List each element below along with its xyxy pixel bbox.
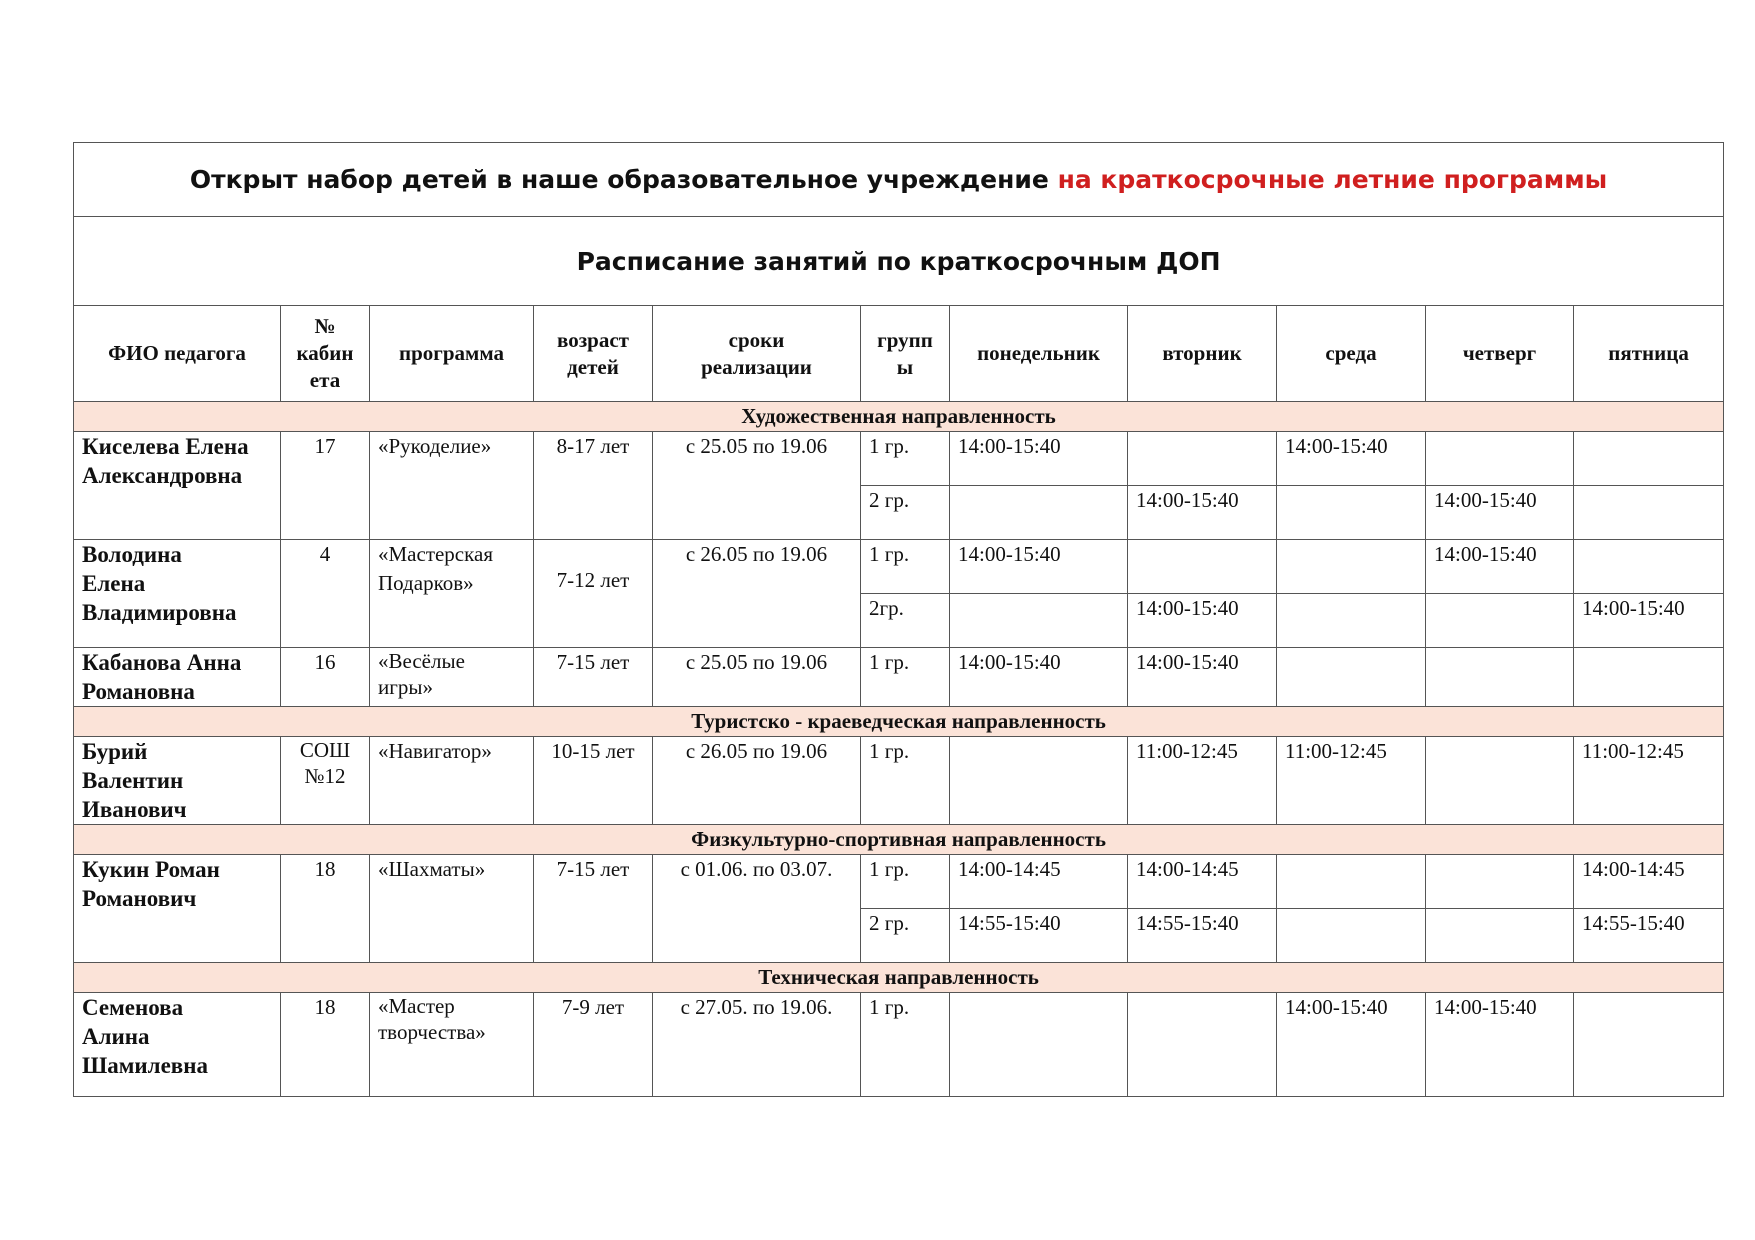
program-name: «Шахматы» [370,855,534,963]
page-title [74,143,1724,217]
date-range: с 25.05 по 19.06 [653,648,861,707]
time-tuesday [1128,432,1277,486]
col-header-room-line: ета [309,368,341,392]
time-thursday [1426,909,1574,963]
teacher-name-line: Володина [82,542,182,567]
col-header-room [281,306,370,402]
program-name [370,993,534,1097]
title-red-part: на краткосрочные летние программы [1057,165,1608,194]
time-friday [1574,993,1724,1097]
room-number: 17 [281,432,370,540]
date-range: с 26.05 по 19.06 [653,540,861,648]
program-name: «Рукоделие» [370,432,534,540]
time-thursday [1426,594,1574,648]
time-tuesday [1128,540,1277,594]
time-monday [950,594,1128,648]
time-friday: 14:55-15:40 [1574,909,1724,963]
group-name: 2 гр. [861,909,950,963]
program-name-line: «Мастер [378,994,455,1018]
time-wednesday [1277,486,1426,540]
col-header-room-line: кабин [296,341,354,365]
time-friday [1574,540,1724,594]
time-friday: 14:00-15:40 [1574,594,1724,648]
col-header-age-line: детей [567,354,619,379]
time-wednesday [1277,594,1426,648]
teacher-name [74,648,281,707]
teacher-name-line: Иванович [82,797,187,822]
age-range: 7-15 лет [534,648,653,707]
teacher-name-line: Александровна [82,463,243,488]
group-name: 1 гр. [861,432,950,486]
time-thursday: 14:00-15:40 [1426,486,1574,540]
teacher-name-line: Владимировна [82,600,237,625]
col-header-monday: понедельник [950,306,1128,402]
group-name: 2 гр. [861,486,950,540]
time-friday: 14:00-14:45 [1574,855,1724,909]
time-friday [1574,432,1724,486]
date-range: с 01.06. по 03.07. [653,855,861,963]
time-tuesday: 14:00-14:45 [1128,855,1277,909]
time-monday: 14:00-15:40 [950,432,1128,486]
section-header: Техническая направленность [74,963,1724,993]
time-thursday [1426,737,1574,825]
teacher-name [74,737,281,825]
teacher-name-line: Романович [82,886,197,911]
group-name: 1 гр. [861,993,950,1097]
program-name-line: игры» [378,675,433,699]
section-header: Физкультурно-спортивная направленность [74,825,1724,855]
section-header: Туристско - краеведческая направленность [74,707,1724,737]
room-number: 18 [281,855,370,963]
age-range: 7-12 лет [534,540,653,648]
time-tuesday: 11:00-12:45 [1128,737,1277,825]
time-wednesday [1277,540,1426,594]
time-monday: 14:00-15:40 [950,648,1128,707]
time-friday [1574,486,1724,540]
time-thursday [1426,648,1574,707]
column-header-row [74,306,1724,402]
teacher-name [74,432,281,540]
col-header-tuesday: вторник [1128,306,1277,402]
group-name: 1 гр. [861,737,950,825]
program-name-line: «Весёлые [378,649,465,673]
time-wednesday [1277,909,1426,963]
room-number: 18 [281,993,370,1097]
schedule-table [73,142,1724,1097]
teacher-name-line: Бурий [82,739,148,764]
col-header-teacher: ФИО педагога [74,306,281,402]
room-number-line: №12 [304,764,346,788]
age-range: 10-15 лет [534,737,653,825]
room-number: 4 [281,540,370,648]
time-tuesday: 14:00-15:40 [1128,594,1277,648]
group-name: 1 гр. [861,648,950,707]
time-wednesday [1277,648,1426,707]
section-header: Художественная направленность [74,402,1724,432]
time-thursday [1426,432,1574,486]
time-monday [950,737,1128,825]
teacher-name-line: Романовна [82,679,195,704]
room-number: 16 [281,648,370,707]
time-thursday: 14:00-15:40 [1426,540,1574,594]
table-row [74,993,1724,1097]
teacher-name [74,540,281,648]
teacher-name-line: Елена [82,571,146,596]
table-row [74,648,1724,707]
time-monday: 14:00-15:40 [950,540,1128,594]
age-range: 8-17 лет [534,432,653,540]
group-name: 2гр. [861,594,950,648]
teacher-name [74,855,281,963]
col-header-age-line: возраст [557,327,629,352]
teacher-name-line: Валентин [82,768,184,793]
teacher-name-line: Шамилевна [82,1053,208,1078]
teacher-name-line: Семенова [82,995,184,1020]
schedule-subtitle: Расписание занятий по краткосрочным ДОП [74,217,1724,306]
time-tuesday: 14:00-15:40 [1128,648,1277,707]
time-friday [1574,648,1724,707]
col-header-program: программа [370,306,534,402]
col-header-groups-line: групп [877,327,933,352]
program-name-line: Подарков» [378,571,474,595]
time-tuesday [1128,993,1277,1097]
time-wednesday: 14:00-15:40 [1277,993,1426,1097]
time-monday [950,486,1128,540]
group-name: 1 гр. [861,540,950,594]
col-header-dates-line: реализации [701,354,812,379]
time-monday: 14:55-15:40 [950,909,1128,963]
time-thursday [1426,855,1574,909]
col-header-dates [653,306,861,402]
age-range: 7-9 лет [534,993,653,1097]
room-number [281,737,370,825]
col-header-groups [861,306,950,402]
date-range: с 27.05. по 19.06. [653,993,861,1097]
time-wednesday [1277,855,1426,909]
date-range: с 25.05 по 19.06 [653,432,861,540]
teacher-name-line: Кукин Роман [82,857,220,882]
teacher-name-line: Алина [82,1024,150,1049]
program-name-line: творчества» [378,1020,486,1044]
program-name [370,540,534,648]
col-header-dates-line: сроки [728,327,785,352]
program-name: «Навигатор» [370,737,534,825]
teacher-name-line: Киселева Елена [82,434,249,459]
table-row [74,737,1724,825]
col-header-age [534,306,653,402]
col-header-room-line: № [314,314,336,338]
room-number-line: СОШ [299,738,351,762]
col-header-groups-line: ы [896,354,914,379]
table-row [74,855,1724,909]
table-row [74,540,1724,594]
time-friday: 11:00-12:45 [1574,737,1724,825]
title-black-part: Открыт набор детей в наше образовательное учреждение [189,165,1049,194]
group-name: 1 гр. [861,855,950,909]
schedule-document [73,142,1723,1097]
age-range: 7-15 лет [534,855,653,963]
time-tuesday: 14:00-15:40 [1128,486,1277,540]
table-row [74,432,1724,486]
time-thursday: 14:00-15:40 [1426,993,1574,1097]
teacher-name-line: Кабанова Анна [82,650,242,675]
time-wednesday: 14:00-15:40 [1277,432,1426,486]
time-monday [950,993,1128,1097]
teacher-name [74,993,281,1097]
col-header-thursday: четверг [1426,306,1574,402]
time-monday: 14:00-14:45 [950,855,1128,909]
col-header-friday: пятница [1574,306,1724,402]
time-tuesday: 14:55-15:40 [1128,909,1277,963]
date-range: с 26.05 по 19.06 [653,737,861,825]
col-header-wednesday: среда [1277,306,1426,402]
time-wednesday: 11:00-12:45 [1277,737,1426,825]
program-name [370,648,534,707]
program-name-line: «Мастерская [378,542,493,566]
